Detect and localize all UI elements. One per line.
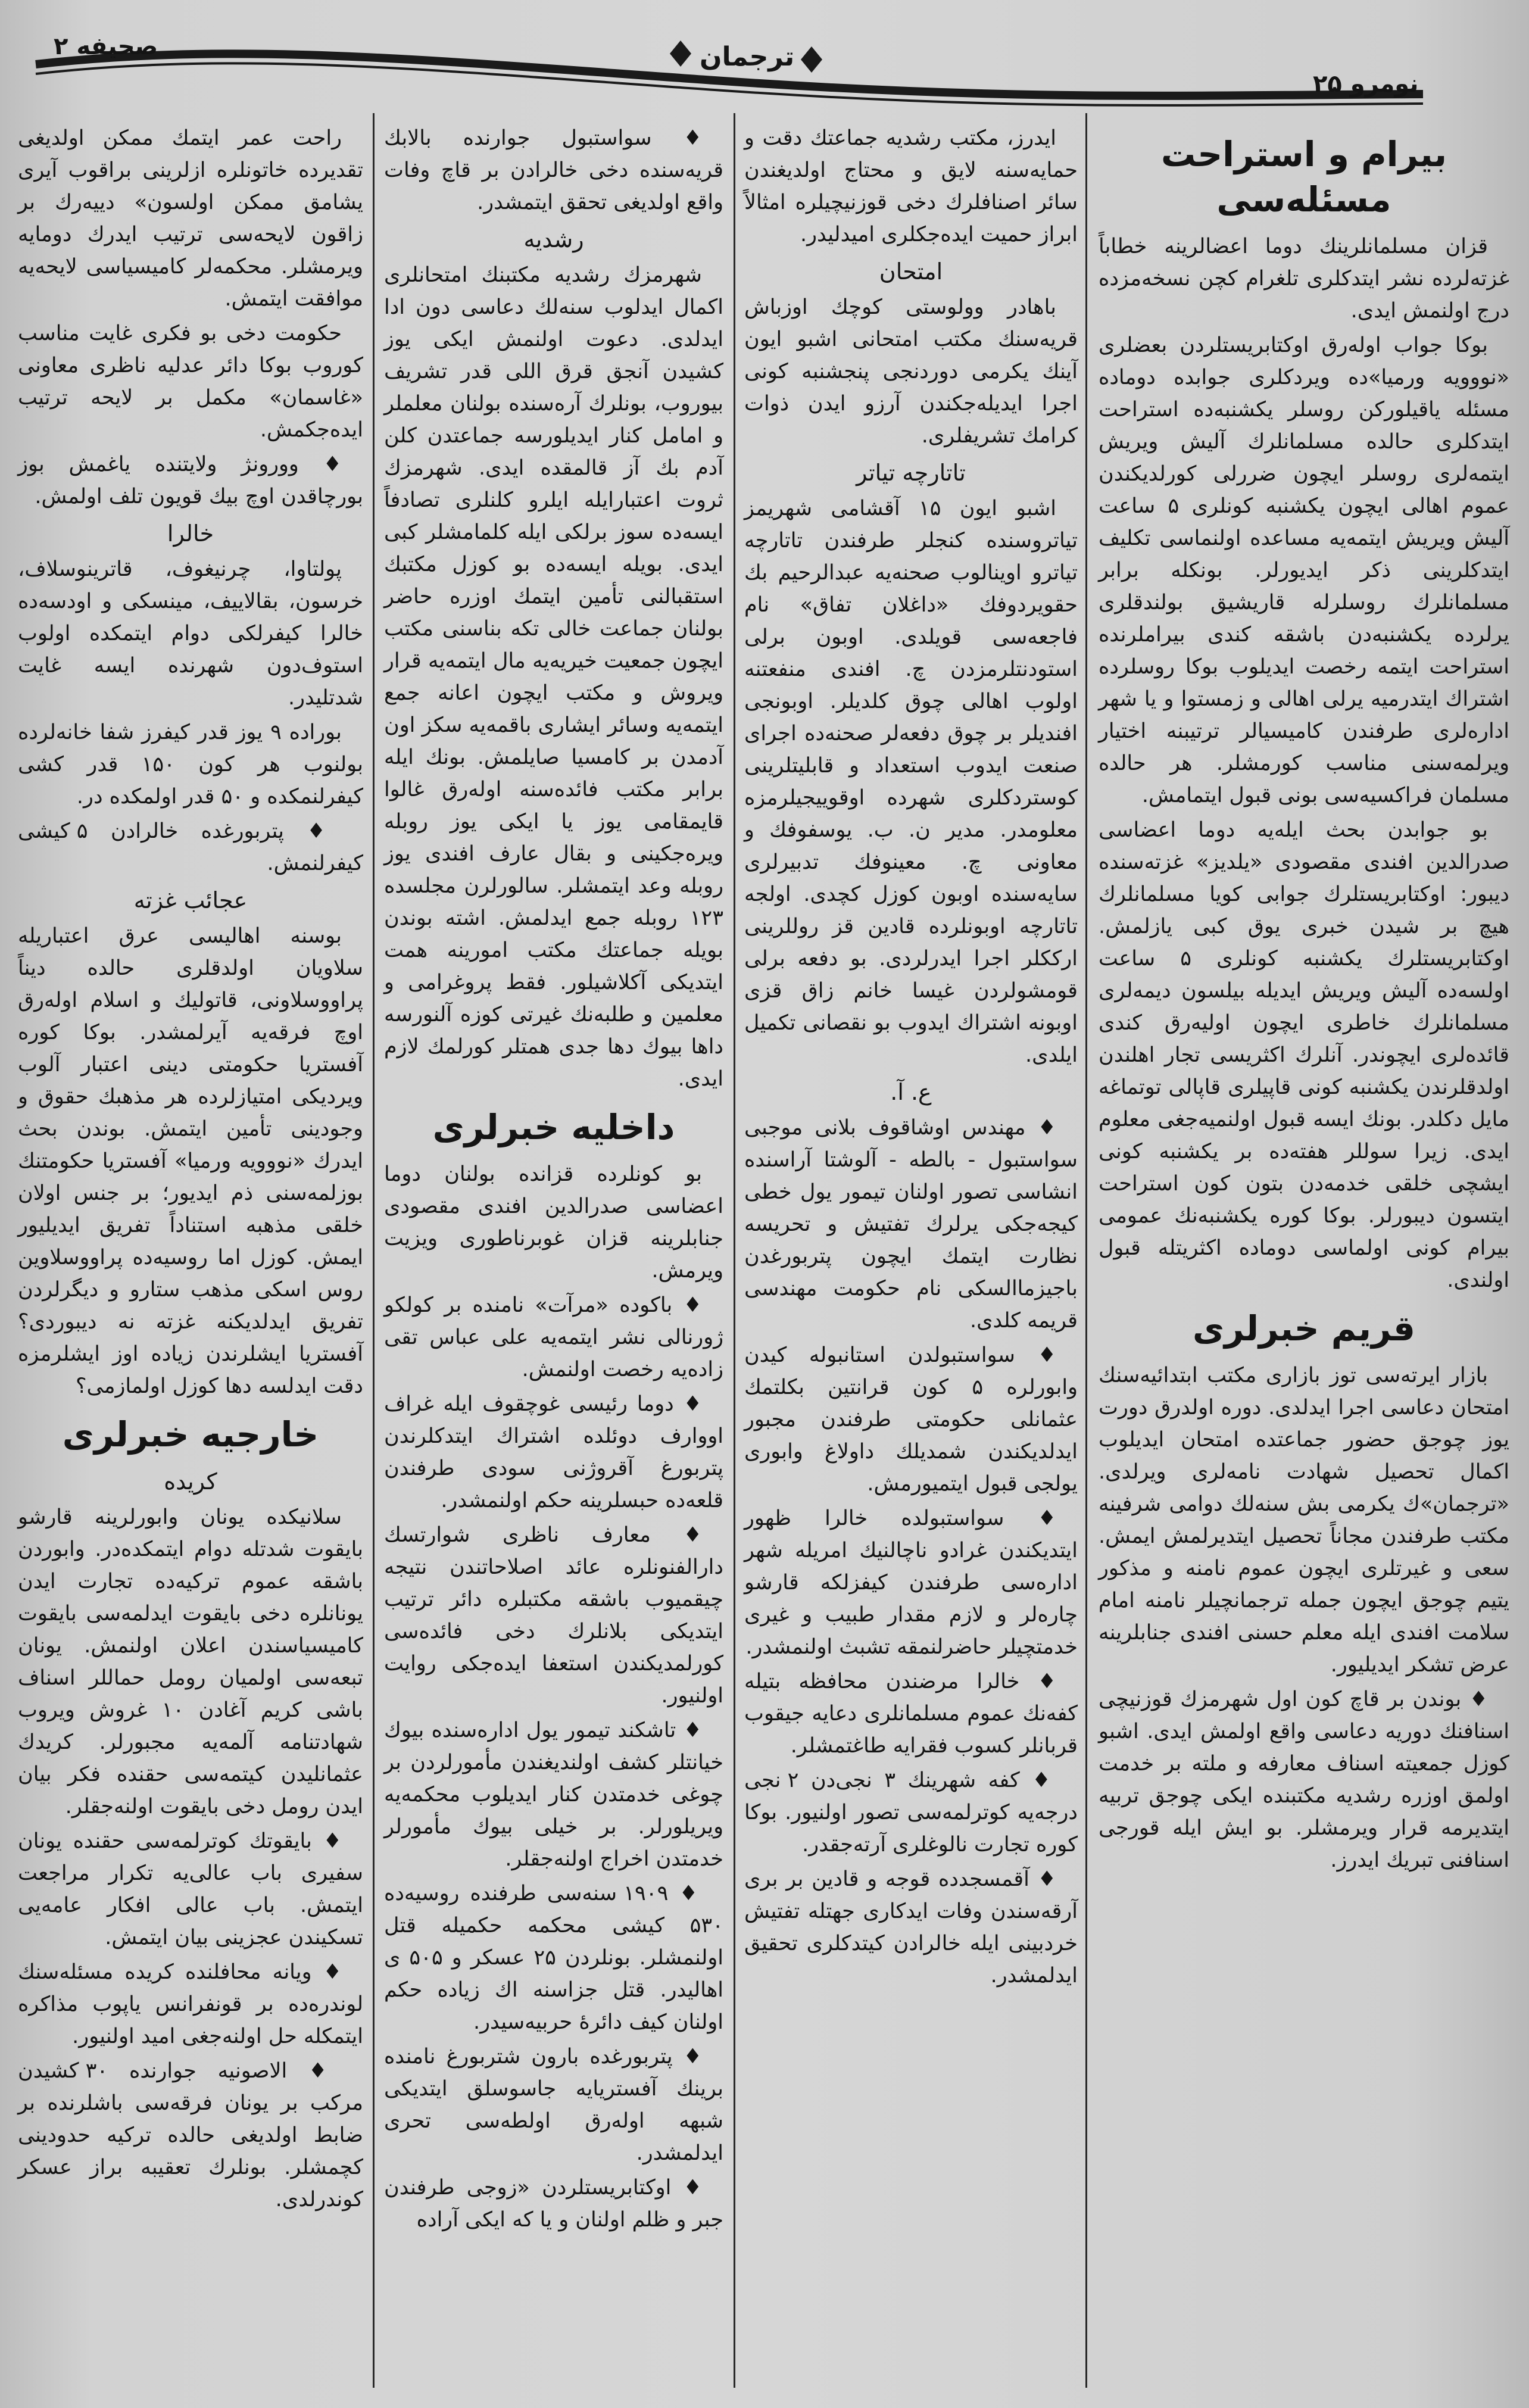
issue-number: نومرو ۲۵ bbox=[1313, 70, 1419, 98]
article-paragraph: سلانیکده یونان وابورلرینه قارشو بایقوت شدتله دوام ایتمکده‌در. وابوردن باشقه عموم ترکیه‌ده تجارت ایدن یونانلره دخی بایقوت ایدلمه‌سی بایقوت کامیسیاسندن اعلان اولنمش. یونان تبعه‌سی اولمیان رومل حماللر اسناف باشی کریم آغادن ۱۰ غروش ویروب شهادتنامه آلمه‌یه مجبورلر. کریدك عثمانلیدن کیتمه‌سی حقنده فکر بیان ایدن رومل دخی بایقوت اولنه‌جقلر. bbox=[18, 1505, 363, 1819]
article-paragraph: ♦ سواستبولدن استانبوله کیدن وابورلره ۵ کون قرانتین بکلتمك عثمانلی حکومتی طرفندن مجبور ایدلدیکندن شمدیلك داولاغ وابوری یولجی قبول ایتمیورمش. bbox=[744, 1343, 1078, 1496]
article-paragraph: ♦ تاشکند تیمور یول اداره‌سنده بیوك خیانتلر کشف اولندیغندن مأمورلردن بر چوغی خدمتدن کنار ایدیلوب محکمه‌یه ویریلورلر. بر خیلی بیوك مأمورلر خدمتدن اخراج اولنه‌جقلر. bbox=[384, 1718, 723, 1871]
article-paragraph: باهادر وولوستی کوچك اوزباش قریه‌سنك مکتب امتحانی اشبو ایون آینك یکرمی دوردنجی پنجشنبه کونی اجرا ایدیله‌جکندن آرزو ایدن ذوات کرامك تشریفلری. bbox=[744, 295, 1078, 448]
section-heading: خالرا bbox=[167, 520, 214, 547]
article-paragraph: قزان مسلمانلرینك دوما اعضالرینه خطاباً غزته‌لرده نشر ایتدکلری تلغرام کچن نسخه‌مزده درج اولنمش ایدی. bbox=[1099, 235, 1509, 323]
section-heading: داخلیه خبرلری bbox=[432, 1107, 675, 1147]
column-divider bbox=[734, 113, 735, 2388]
column-3 bbox=[384, 122, 723, 2238]
section-heading: ع. آ. bbox=[890, 1079, 932, 1105]
article-paragraph: ایدرز، مکتب رشدیه جماعتك دقت و حمایه‌سنه لایق و محتاج اولدیغندن سائر اصنافلرك دخی قوزنیچیلره امثالاً ابراز حمیت ایده‌جکلری امیدلیدر. bbox=[744, 126, 1078, 247]
section-heading: رشدیه bbox=[523, 226, 584, 252]
section-heading: کریده bbox=[164, 1468, 217, 1495]
section-heading: تاتارچه تیاتر bbox=[856, 460, 966, 486]
article-paragraph: ♦ معارف ناظری شوارتسك دارالفنونلره عائد اصلاحاتندن نتیجه چیقمیوب باشقه مکتبلره دائر ترتیب ایتدیکی بلانلرك دخی فائده‌سی کورلمدیکندن استعفا ایده‌جکی روایت اولنیور. bbox=[384, 1523, 723, 1708]
paper-name: ترجمان bbox=[700, 42, 795, 72]
article-paragraph: بو کونلرده قزانده بولنان دوما اعضاسی صدرالدین افندی مقصودی جنابلرینه قزان غوبرناطوری ویزیت ویرمش. bbox=[384, 1162, 723, 1283]
article-paragraph: ♦ وورونژ ولایتنده یاغمش بوز بورچاقدن اوچ بیك قویون تلف اولمش. bbox=[18, 453, 363, 509]
article-paragraph: ♦ ۱۹۰۹ سنه‌سی طرفنده روسیه‌ده ۵۳۰ کیشی محکمه حکمیله قتل اولنمشلر. بونلردن ۲۵ عسکر و ۵۰۵ ی اهالیدر. قتل جزاسنه اك زیاده حکم اولنان کیف دائرۀ حربیه‌سیدر. bbox=[384, 1882, 723, 2034]
article-paragraph: بازار ایرته‌سی توز بازاری مکتب ابتدائیه‌سنك امتحان دعاسی اجرا ایدلدی. دوره اولدرق دورت یوز چوجق حضور جماعتده امتحان ایدیلوب اکمال تحصیل شهادت نامه‌لری ویرلدی. «ترجمان»ك یکرمی بش سنه‌لك دوامی شرفینه مکتب طرفندن مجاناً تحصیل ایتدیرلمش ایمش. سعی و غیرتلری ایچون عموم نامنه و مذکور یتیم چوجق ایچون جمله ترجمانچیلر نامنه امام سلامت افندی ایله معلم حسنی افندی جنابلرینه عرض تشکر ایدیلیور. bbox=[1099, 1364, 1509, 1677]
article-paragraph: بو جوابدن بحث ایله‌یه دوما اعضاسی صدرالدین افندی مقصودی «یلدیز» غزته‌سنده دیبور: اوکتابریستلرك جوابی کویا مسلمانلرك هیچ بر شیدن خبری یوق کبی یازلمش. اوکتابریستلرك یکشنبه کونلری ۵ ساعت اولسه‌ده آلیش ویریش ایدیله بیلسون دیمه‌لری مسلمانلرك خاطری ایچون اولیه‌رق کندی قائده‌لری ایچوندر. آنلرك اکثریسی تجار اهلندن اولدقلرندن یکشنبه کونی قاپیلری قاپالی توتماغه مایل دکلدر. بونك ایسه قبول اولنمیه‌جغی معلوم ایدی. زیرا سوللر هفته‌ده بر یکشنبه کونی ایشچی خلقی خدمه‌دن بتون کون استراحت ایتسون دیبورلر. بوکا کوره یکشنبه‌نك عمومی بیرام کونی اولماسی دوماده اکثریتله قبول اولندی. bbox=[1099, 818, 1509, 1292]
article-paragraph: ♦ پتربورغده بارون شتربورغ نامنده برینك آفستریایه جاسوسلق ایتدیکی شبهه اوله‌رق اولطه‌سی تحری ایدلمشدر. bbox=[384, 2045, 723, 2165]
article-paragraph: ♦ بوندن بر قاچ کون اول شهرمزك قوزنیچی اسنافنك دوریه دعاسی واقع اولمش ایدی. اشبو کوزل جمعیته اسناف معارفه و ملته بر خدمت اولمق اوزره رشدیه مکتبنده ایکی چوجق تربیه ایتدیرمه قرار ویرمشلر. بو ایش ایله قورجی اسنافنی تبریك ایدرز. bbox=[1099, 1688, 1509, 1872]
article-paragraph: بوراده ۹ یوز قدر کیفرز شفا خانه‌لرده بولنوب هر کون ۱۵۰ قدر کشی کیفرلنمکده و ۵۰ قدر اولمکده در. bbox=[18, 720, 363, 809]
section-heading: بیرام و استراحت مسئله‌سی bbox=[1160, 134, 1447, 220]
column-divider bbox=[373, 113, 375, 2388]
article-paragraph: ♦ سواستبولده خالرا ظهور ایتدیکندن غرادو ناچالنیك امریله شهر اداره‌سی طرفندن کیفزلکه قارشو چاره‌لر و لازم مقدار طبیب و غیری خدمتچیلر حاضرلنمقه تشبث اولنمشدر. bbox=[744, 1506, 1078, 1659]
page-number: صحیفه ۲ bbox=[54, 33, 158, 60]
article-paragraph: ♦ بایقوتك کوترلمه‌سی حقنده یونان سفیری باب عالی‌یه تکرار مراجعت ایتمش. باب عالی افکار عامه‌یی تسکیندن عجزینی بیان ایتمش. bbox=[18, 1829, 363, 1950]
article-paragraph: راحت عمر ایتمك ممکن اولدیغی تقدیرده خاتونلره ازلرینی براقوب آیری یشامق ممکن اولسون» دییه‌رك بر زاقون لایحه‌سی ترتیب ایدرك دومایه ویرمشلر. محکمه‌لر کامیسیاسی لایحه‌یه موافقت ایتمش. bbox=[18, 126, 363, 311]
section-heading: عجائب غزته bbox=[133, 887, 248, 913]
article-paragraph: بوکا جواب اوله‌رق اوکتابریستلردن بعضلری «نووویه ورمیا»ده ویردکلری جوابده دوماده مسئله یاقیلورکن روسلر یکشنبه‌ده استراحت ایتدکلری حالده مسلمانلرك آلیش ویریش ایتمه‌لری روسلر ایچون ضررلی کورلدیکندن عموم اهالی ایچون یکشنبه کونلری ۵ ساعت آلیش ویریش ایتمه‌یه مساعده اولنماسی تکلیف ایتدکلرینی ذکر ایدیورلر. بونکله برابر مسلمانلرك روسلرله قاریشیق بولندقلری یرلرده یکشنبه‌دن باشقه کندی بیراملرنده استراحت ایتمه رخصت ایدیلوب بوکا روسلرده اشتراك ایتدرمیه یرلی اهالی و زمستوا و یا شهر اداره‌لری طرفندن کامیسیالر ترتیبنه اختیار ویرلمه‌سنی مناسب کورمشلر. هر حالده مسلمان فراکسیه‌سی بونی قبول ایتمامش. bbox=[1099, 333, 1509, 807]
article-paragraph: پولتاوا، چرنیغوف، قاترینوسلاف، خرسون، بقالاییف، مینسکی و اودسه‌ده خالرا کیفرلکی دوام ایتمکده اولوب استوف‌دون شهرنده ایسه غایت شدتلیدر. bbox=[18, 557, 363, 710]
section-heading: امتحان bbox=[879, 258, 943, 285]
article-paragraph: ♦ سواستبول جوارنده بالابك قریه‌سنده دخی خالرادن بر قاچ وفات واقع اولدیغی تحقق ایتمشدر. bbox=[384, 126, 723, 214]
article-paragraph: حکومت دخی بو فکری غایت مناسب کوروب بوکا دائر عدلیه ناظری معاونی «غاسمان» مکمل بر لایحه ترتیب ایده‌جکمش. bbox=[18, 322, 363, 442]
article-paragraph: ♦ مهندس اوشاقوف بلانی موجبی سواستبول - بالطه - آلوشتا آراسنده انشاسی تصور اولنان تیمور یول خطی کیجه‌جکی یرلرك تفتیش و تحریسه نظارت ایتمك ایچون پتربورغدن باجیزماالسکی نام حکومت مهندسی قریمه کلدی. bbox=[744, 1116, 1078, 1333]
article-paragraph: اشبو ایون ۱۵ آقشامی شهریمز تیاتروسنده کنجلر طرفندن تاتارچه تیاترو اوینالوب صحنه‌یه عبدالرحیم بك حقویردوفك «داغلان تفاق» نام فاجعه‌سی قویلدی. اوبون برلی استودنتلرمزدن چ. افندی منفعتنه اولوب اهالی چوق کلدیلر. اوبونجی افندیلر بر چوق دفعه‌لر صحنه‌ده اجرای صنعت ایدوب استعداد و قابلیتلرینی کوستردکلری شهرده اوقوییجیلرمزه معلومدر. مدیر ن. ب. یوسفوفك و معاونی چ. معینوفك تدبیرلری سایه‌سنده اوبون کوزل کچدی. اولجه تاتارچه اوبونلرده قادین قز روللرینی ارککلر اجرا ایدرلردی. بو دفعه برلی قومشولردن غیسا خانم زاق قزی اوبونه اشتراك ایدوب بو نقصانی تکمیل ایلدی. bbox=[744, 497, 1078, 1067]
column-4 bbox=[18, 122, 363, 2218]
article-paragraph: ♦ خالرا مرضندن محافظه بتیله کفه‌نك عموم مسلمانلری دعایه جیقوب قربانلر کسوب فقرایه طاغتمشلر. bbox=[744, 1670, 1078, 1758]
column-divider bbox=[1085, 113, 1087, 2388]
article-paragraph: ♦ آقمسجدده قوجه و قادین بر بری آرقه‌سندن وفات ایدکاری جهتله تفتیش خردبینی ایله خالرادن کیتدکلری تحقیق ایدلمشدر. bbox=[744, 1867, 1078, 1988]
article-paragraph: ♦ دوما رئیسی غوچقوف ایله غراف اووارف دوئلده اشتراك ایتدکلرندن پتربورغ آقروژنی سودی طرفندن قلعه‌ده حبسلرینه حکم اولنمشدر. bbox=[384, 1392, 723, 1512]
column-1 bbox=[1099, 122, 1509, 1879]
article-paragraph: ♦ باکوده «مرآت» نامنده بر کولکو ژورنالی نشر ایتمه‌یه علی عباس تقی زاده‌یه رخصت اولنمش. bbox=[384, 1293, 723, 1381]
column-2 bbox=[744, 122, 1078, 1994]
article-paragraph: بوسنه اهالیسی عرق اعتباریله سلاویان اولدقلری حالده دیناً پراووسلاونی، قاتولیك و اسلام اوله‌رق اوچ فرقه‌یه آیرلمشدر. بوکا کوره آفستریا حکومتی دینی اعتبار آلوب ویردیکی امتیازلرده هر مذهبك حقوق و وجودینی تأمین ایتمش. بوندن بحث ایدرك «نووویه ورمیا» آفستریا حکومتنك بوزلمه‌سنی ذم ایدیور؛ بر جنس اولان خلقی مذهبه استناداً تفریق ایدیلیور ایمش. کوزل اما روسیه‌ده پراووسلاوین روس اسکی مذهب ستارو و دیگرلردن تفریق ایدلدیکنه غزته نه دیبوردی؟ آفستریا ایشلرندن زیاده اوز ایشلرمزه دقت ایدلسه دها کوزل اولمازمی؟ bbox=[18, 924, 363, 1398]
article-paragraph: ♦ ویانه محافلنده کریده مسئله‌سنك لوندره‌ده بر قونفرانس یاپوب مذاکره ایتمکله حل اولنه‌جغی امید اولنیور. bbox=[18, 1960, 363, 2048]
article-paragraph: ♦ کفه شهرینك ۳ نجی‌دن ۲ نجی درجه‌یه کوترلمه‌سی تصور اولنیور. بوکا کوره تجارت نالوغلری آرته‌جقدر. bbox=[744, 1768, 1078, 1857]
section-heading: قریم خبرلری bbox=[1192, 1308, 1416, 1349]
article-paragraph: شهرمزك رشدیه مکتبنك امتحانلری اکمال ایدلوب سنه‌لك دعاسی دون ادا ایدلدی. دعوت اولنمش ایکی یوز کشیدن آنجق قرق اللی قدر تشریف بیوروب، بونلرك آره‌سنده بولنان معلملر و امامل کنار ایدیلورسه جماعتدن کلن آدم بك آز قالمقده ایدی. شهرمزك ثروت اعتبارایله ایلرو کلنلری تصادفاً ایسه‌ده سوز برلکی ایله کلمامشلر کبی ایدی. بویله ایسه‌ده بو کوزل مکتبك استقبالنی تأمین ایتمك اوزره حاضر بولنان جماعت خالی تکه بناسنی مکتب ایچون جمعیت خیریه‌یه مال ایتمه‌یه قرار ویروش و مکتب ایچون اعانه جمع ایتمه‌یه وسائر ایشاری باقمه‌یه سکز اون آدمدن بر کامسیا صایلمش. بونك ایله برابر مکتب فائده‌سنه اوله‌رق غالوا قایمقامی یوز یا ایکی یوز روبله ویره‌جکینی و بقال عارف افندی یوز روبله وعد ایتمشلر. سالورلرن مجلسده ۱۲۳ روبله جمع ایدلمش. اشته بوندن بویله جماعتك مکتب امورینه همت ایتدیکی آکلاشیلور. فقط پروغرامی و معلمین و طلبه‌نك غیرتی کوزه آلنورسه داها بیوك دها جدی همتلر کورلمك لازم ایدی. bbox=[384, 263, 723, 1091]
article-paragraph: ♦ اوکتابریستلردن «زوجی طرفندن جبر و ظلم اولنان و یا که ایکی آراده bbox=[384, 2176, 723, 2232]
article-paragraph: ♦ الاصونیه جوارنده ۳۰ کشیدن مرکب بر یونان فرقه‌سی باشلرنده بر ضابط اولدیغی حالده ترکیه حدودینی کچمشلر. بونلرك تعقیبه براز عسکر کوندرلدی. bbox=[18, 2059, 363, 2212]
article-paragraph: ♦ پتربورغده خالرادن ۵ کیشی کیفرلنمش. bbox=[18, 819, 363, 875]
section-heading: خارجیه خبرلری bbox=[62, 1414, 319, 1455]
